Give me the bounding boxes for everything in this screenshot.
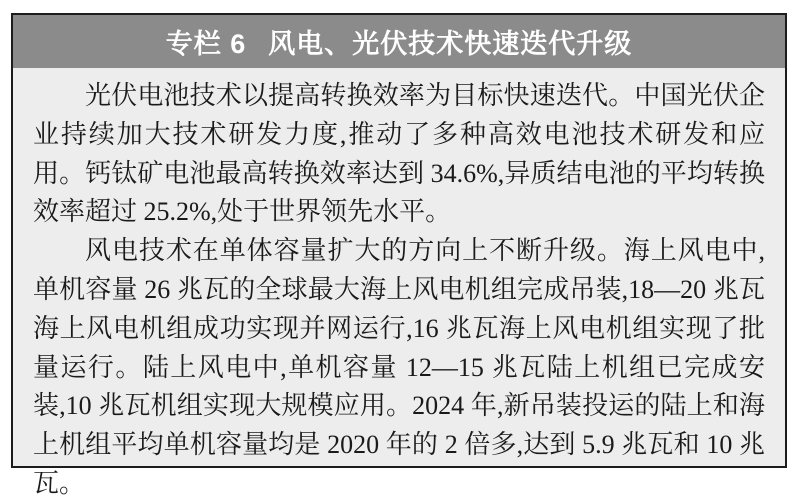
- column-title: 风电、光伏技术快速迭代升级: [268, 29, 633, 59]
- column-body-text: [13, 68, 785, 504]
- column-number-label: 专栏 6: [165, 29, 247, 59]
- paragraph-wind-power-tech: 风电技术在单体容量扩大的方向上不断升级。海上风电中,单机容量 26 兆瓦的全球最大海上风电机组完成吊装,18—20 兆瓦海上风电机组成功实现并网运行,16 兆瓦海上风电机组实现了批量运行。陆上风电中,单机容量 12—15 兆瓦陆上机组已完成安装,10 兆瓦机组实现大规模应用。2024 年,新吊装投运的陆上和海上机组平均单机容量均是 2020 年的 2 倍多,达到 5.9 兆瓦和 10 兆瓦。: [33, 236, 765, 498]
- paragraph-photovoltaic-tech: 光伏电池技术以提高转换效率为目标快速迭代。中国光伏企业持续加大技术研发力度,推动了多种高效电池技术研发和应用。钙钛矿电池最高转换效率达到 34.6%,异质结电池的平均转换效率超过 25.2%,处于世界领先水平。: [33, 81, 765, 227]
- column-header-bar: [13, 15, 785, 68]
- column-box-panel: [11, 13, 787, 498]
